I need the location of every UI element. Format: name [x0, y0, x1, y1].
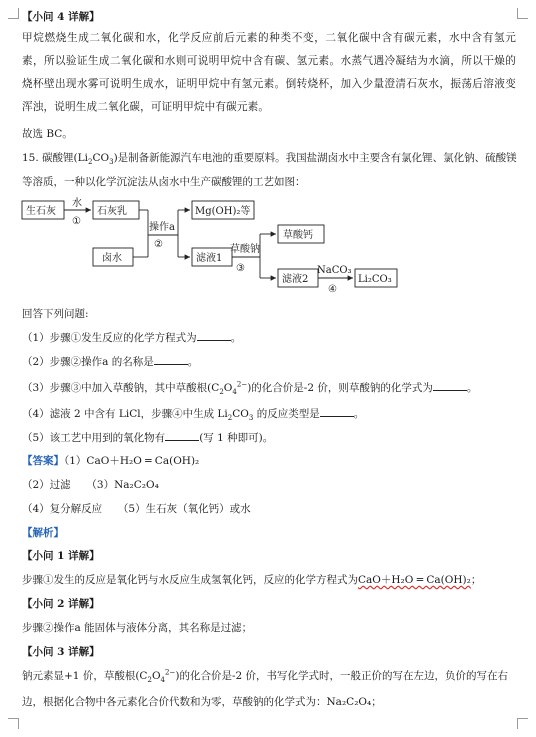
flow-label: ③ — [236, 263, 245, 274]
section-heading-2: 【小问 2 详解】 — [22, 598, 100, 610]
page-corner-mark — [8, 8, 19, 19]
choice-answer: 故选 BC。 — [22, 128, 73, 140]
answer-line-3: （4）复分解反应 （5）生石灰（氧化钙）或水 — [22, 503, 251, 515]
sub-question-3: （3）步骤③中加入草酸钠，其中草酸根$(C_2O_4^{2-})$的化合价是-2 价，则草酸钠的化学式为 。 — [22, 380, 478, 397]
q3-text: )的化合价是-2 价，则草酸钠的化学式为 — [247, 382, 433, 394]
question-15-line2: 等溶质，一种以化学沉淀法从卤水中生产碳酸锂的工艺如图： — [22, 176, 306, 188]
answer-line-2: （2）过滤 （3）Na₂C₂O₄ — [22, 479, 159, 491]
s1-text: ； — [470, 574, 482, 586]
answer-blank — [165, 430, 199, 441]
q2-text: （2）步骤②操作a 的名称是 — [22, 356, 154, 368]
section-heading-1: 【小问 1 详解】 — [22, 550, 100, 562]
flow-label: Mg(OH)₂等 — [195, 206, 251, 217]
q1-text: （1）步骤①发生反应的化学方程式为 — [22, 332, 197, 344]
q4-text: （4）滤液 2 中含有 LiCl，步骤④中生成 Li — [22, 408, 228, 420]
q4-text: CO — [232, 408, 249, 420]
s1-equation: CaO＋H₂O ═ Ca(OH)₂ — [358, 574, 471, 586]
s3-text: 钠元素显+1 价，草酸根( — [22, 670, 140, 682]
section-heading-4: 【小问 4 详解】 — [22, 11, 100, 23]
question-15-line1: 15. 碳酸锂$(Li_2CO_3)$是制备新能源汽车电池的重要原料。我国盐湖卤水中主要含有氯化锂、氯化钠、硫酸镁 — [22, 152, 517, 167]
answer-line-1 — [22, 454, 199, 468]
page-corner-mark — [8, 718, 19, 729]
section-heading-3: 【小问 3 详解】 — [22, 646, 100, 658]
q3-text: （3）步骤③中加入草酸钠，其中草酸根( — [22, 382, 212, 394]
section-3-line1: 钠元素显+1 价，草酸根$(C_2O_4^{2-})$的化合价是-2 价，书写化学式时，一般正价的写在左边，负价的写在右 — [22, 668, 509, 685]
answer-text: （1）CaO＋H₂O ═ Ca(OH)₂ — [64, 455, 200, 467]
flow-label: ① — [72, 216, 81, 227]
section-3-line2: 边，根据化合物中各元素化合价代数和为零，草酸钠的化学式为：Na₂C₂O₄； — [22, 696, 382, 708]
flow-label: 滤液2 — [282, 274, 309, 285]
flow-label: NaCO₃ — [317, 265, 352, 276]
answer-tag: 【答案】 — [22, 455, 64, 467]
flow-label: 操作a — [149, 222, 175, 233]
flow-label: 石灰乳 — [97, 206, 127, 217]
sub-question-2: （2）步骤②操作a 的名称是 。 — [22, 356, 199, 368]
page-corner-mark — [517, 8, 528, 19]
q15-text: )是制备新能源汽车电池的重要原料。我国盐湖卤水中主要含有氯化锂、氯化钠、硫酸镁 — [113, 152, 517, 164]
flow-label: 滤液1 — [196, 253, 223, 264]
sub-question-5 — [22, 430, 273, 445]
q5-text: (写 1 种即可)。 — [199, 432, 274, 444]
answer-blank — [197, 330, 231, 341]
flow-label: 生石灰 — [26, 206, 56, 217]
page-corner-mark — [517, 718, 528, 729]
answer-blank — [154, 354, 188, 365]
analysis-tag: 【解析】 — [22, 527, 64, 539]
process-flow-diagram — [20, 195, 400, 297]
section-4-explanation: 甲烷燃烧生成二氧化碳和水，化学反应前后元素的种类不变，二氧化碳中含有碳元素，水中含有氢元素，所以验证生成二氧化碳和水则可说明甲烷中含有碳、氢元素。水蒸气遇冷凝结为水滴，所以干燥的烧杯壁出现水雾可说明生成水，证明甲烷中有氢元素。倒转烧杯，加入少量澄清石灰水，振荡后溶液变浑浊，说明生成二氧化碳，可证明甲烷中有碳元素。 — [22, 32, 516, 113]
sub-question-1: （1）步骤①发生反应的化学方程式为 。 — [22, 332, 242, 344]
q5-text: （5）该工艺中用到的氧化物有 — [22, 432, 166, 444]
section-2-text: 步骤②操作a 能固体与液体分离，其名称是过滤； — [22, 622, 253, 634]
flow-label: 草酸钠 — [230, 244, 260, 255]
flow-label: ④ — [328, 284, 337, 295]
q15-text: CO — [92, 152, 110, 164]
flow-label: ② — [154, 239, 163, 250]
sub-question-4: （4）滤液 2 中含有 LiCl，步骤④中生成 $Li_2CO_3$ 的反应类型是 。 — [22, 408, 365, 423]
flow-label: 草酸钙 — [283, 230, 313, 241]
q4-text: 的反应类型是 — [256, 408, 320, 420]
flow-label: Li₂CO₃ — [358, 274, 392, 285]
q15-text: 15. 碳酸锂(Li — [22, 152, 88, 164]
answer-blank — [433, 380, 467, 391]
flow-label: 卤水 — [102, 253, 122, 264]
s3-text: )的化合价是-2 价，书写化学式时，一般正价的写在左边，负价的写在右 — [175, 670, 509, 682]
flow-label: 水 — [72, 198, 82, 209]
section-1-text — [22, 573, 481, 587]
answer-intro: 回答下列问题: — [22, 308, 89, 320]
answer-blank — [320, 406, 354, 417]
s1-text: 步骤①发生的反应是氧化钙与水反应生成氢氧化钙，反应的化学方程式为 — [22, 574, 358, 586]
